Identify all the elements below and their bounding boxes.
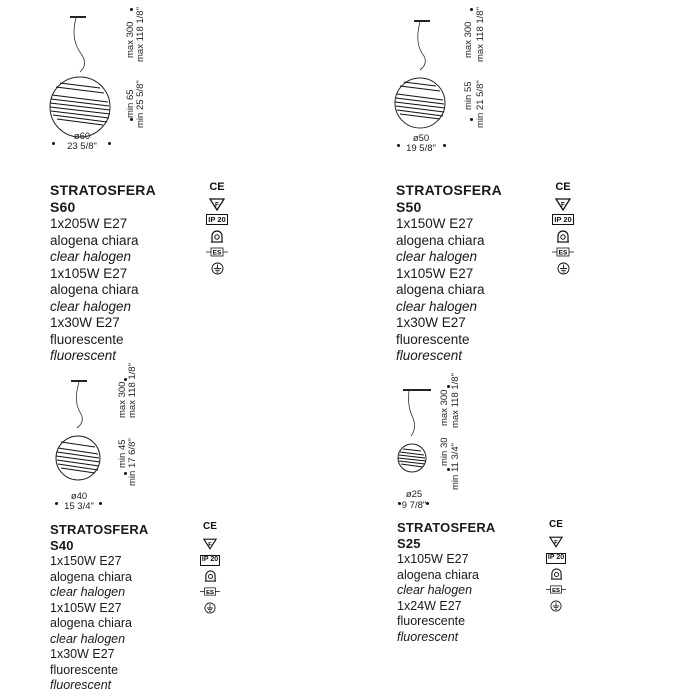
spec-line: alogena chiara — [50, 616, 133, 630]
earth-ground-icon — [205, 262, 229, 278]
s50-diameter: ø50 — [412, 133, 430, 144]
s50-max-dim-in: max 118 1/8" — [475, 7, 486, 62]
s25-min-dim-in: min 11 3/4" — [450, 442, 461, 490]
spec-line: 1x205W E27 — [50, 216, 128, 231]
s60-max-dim: max 300 — [125, 21, 136, 58]
s50-spec-list — [396, 182, 501, 365]
s60-min-dim: min 65 — [125, 89, 136, 118]
s60-dim-dot — [130, 8, 133, 11]
s50-dim-dot — [470, 118, 473, 121]
thermal-icon — [551, 230, 575, 246]
spec-line: 1x105W E27 — [397, 552, 469, 566]
ip20-icon: IP 20 — [554, 215, 572, 224]
s40-max-dim: max 300 — [117, 381, 128, 418]
product-title: STRATOSFERA S25 — [397, 520, 496, 551]
s50-min-dim-in: min 21 5/8" — [475, 80, 486, 128]
s25-min-dim: min 30 — [439, 437, 450, 466]
spec-line: clear halogen — [396, 298, 478, 314]
spec-line: fluorescent — [50, 678, 112, 692]
spec-line: fluorescente — [396, 331, 470, 347]
spec-line: alogena chiara — [396, 232, 485, 248]
spec-line: clear halogen — [396, 249, 478, 264]
s40-min-dim: min 45 — [117, 439, 128, 468]
spec-line: fluorescent — [397, 629, 459, 644]
spec-line: fluorescente — [397, 614, 466, 628]
s40-spec-list — [50, 522, 148, 694]
ce-mark-icon: CE — [203, 521, 217, 532]
spec-line: fluorescente — [50, 662, 119, 677]
spec-line: 1x30W E27 — [396, 315, 466, 330]
earth-ground-icon — [551, 262, 575, 278]
es-bulb-icon — [205, 246, 229, 262]
s60-lamp-drawing — [40, 10, 130, 150]
es-bulb-icon — [551, 246, 575, 262]
spec-line: 1x150W E27 — [50, 554, 122, 568]
spec-line: 1x30W E27 — [50, 315, 120, 330]
svg-text:ES: ES — [206, 589, 214, 596]
spec-line: 1x105W E27 — [50, 265, 128, 281]
spec-line: clear halogen — [50, 585, 126, 599]
s40-lamp-drawing — [45, 370, 125, 500]
svg-text:ES: ES — [212, 249, 222, 257]
ce-mark-icon: CE — [555, 181, 571, 193]
f-mark-icon — [551, 198, 575, 214]
s60-spec-list — [50, 182, 155, 365]
s40-max-dim-in: max 118 1/8" — [127, 363, 138, 418]
spec-line: 1x30W E27 — [50, 647, 115, 661]
ce-mark-icon: CE — [549, 519, 563, 530]
product-title: STRATOSFERA S40 — [50, 522, 149, 553]
product-title: STRATOSFERA S60 — [50, 182, 156, 215]
f-mark-icon — [198, 538, 222, 554]
s25-spec-list — [397, 520, 495, 645]
s50-lamp-drawing — [390, 10, 470, 150]
thermal-icon — [198, 570, 222, 586]
spec-line: clear halogen — [50, 631, 126, 646]
s25-diameter: ø25 — [405, 489, 423, 500]
spec-line: 1x150W E27 — [396, 216, 474, 231]
f-mark-icon — [205, 198, 229, 214]
s50-min-dim: min 55 — [463, 81, 474, 110]
ip20-icon: IP 20 — [208, 215, 226, 224]
s60-min-dim-in: min 25 5/8" — [135, 80, 146, 128]
s25-certification-icons — [544, 520, 568, 616]
spec-line: fluorescent — [396, 348, 463, 363]
ce-mark-icon: CE — [209, 181, 225, 193]
spec-line: clear halogen — [50, 249, 132, 264]
s50-diameter-in: 19 5/8" — [406, 143, 436, 154]
svg-text:F: F — [215, 201, 219, 209]
s40-diameter: ø40 — [70, 491, 88, 502]
thermal-icon — [544, 568, 568, 584]
s25-max-dim: max 300 — [439, 389, 450, 426]
s25-diameter-in: 9 7/8" — [401, 500, 427, 511]
spec-line: fluorescent — [50, 348, 117, 363]
s50-max-dim: max 300 — [463, 21, 474, 58]
s60-max-dim-in: max 118 1/8" — [135, 7, 146, 62]
ip20-icon: IP 20 — [544, 552, 568, 568]
product-title: STRATOSFERA S50 — [396, 182, 502, 215]
s60-dim-dot — [130, 118, 133, 121]
earth-ground-icon — [198, 602, 222, 618]
spec-line: 1x105W E27 — [396, 265, 474, 281]
ip20-icon: IP 20 — [198, 554, 222, 570]
earth-ground-icon — [544, 600, 568, 616]
spec-line: alogena chiara — [50, 282, 139, 297]
s50-certification-icons — [551, 182, 575, 278]
svg-text:F: F — [561, 201, 565, 209]
svg-text:F: F — [554, 539, 558, 546]
svg-text:F: F — [208, 541, 212, 548]
spec-line: 1x24W E27 — [397, 598, 462, 613]
spec-line: alogena chiara — [50, 569, 133, 584]
s50-dim-dot — [443, 144, 446, 147]
s40-min-dim-in: min 17 6/8" — [127, 438, 138, 486]
spec-line: alogena chiara — [397, 567, 480, 582]
spec-line: alogena chiara — [50, 232, 139, 248]
s50-dim-dot — [470, 8, 473, 11]
s40-diameter-in: 15 3/4" — [64, 501, 94, 512]
spec-line: clear halogen — [397, 583, 473, 597]
spec-line: alogena chiara — [396, 282, 485, 297]
thermal-icon — [205, 230, 229, 246]
f-mark-icon — [544, 536, 568, 552]
s60-dim-dot — [52, 142, 55, 145]
s60-diameter-in: 23 5/8" — [67, 141, 97, 152]
spec-line: 1x105W E27 — [50, 600, 122, 615]
spec-line: clear halogen — [50, 298, 132, 314]
s60-dim-dot — [108, 142, 111, 145]
es-bulb-icon — [544, 584, 568, 600]
svg-text:ES: ES — [552, 587, 560, 594]
s60-diameter: ø60 — [73, 131, 91, 142]
svg-text:ES: ES — [558, 249, 568, 257]
s25-max-dim-in: max 118 1/8" — [450, 373, 461, 428]
spec-line: fluorescente — [50, 331, 124, 347]
es-bulb-icon — [198, 586, 222, 602]
s60-certification-icons — [205, 182, 229, 278]
s40-certification-icons — [198, 522, 222, 618]
